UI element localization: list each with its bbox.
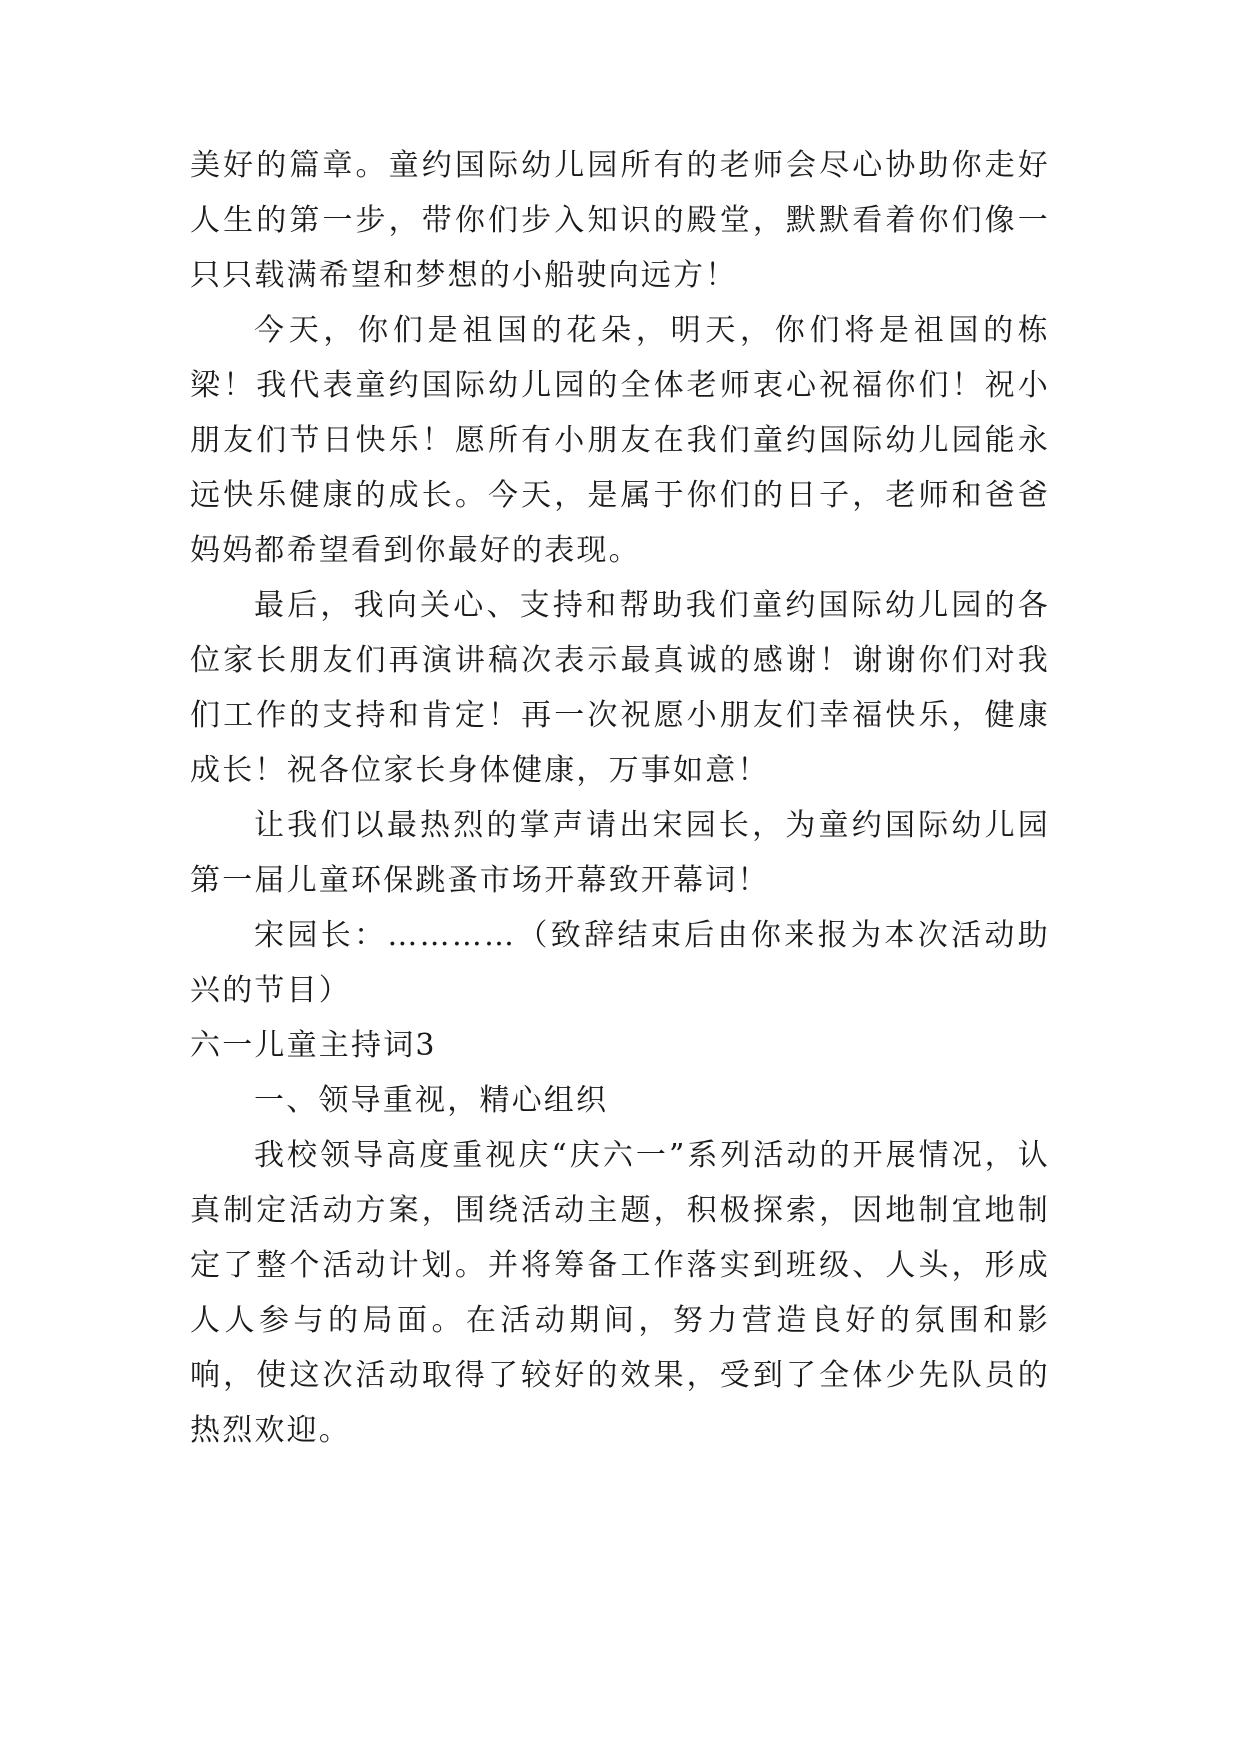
paragraph-principal-speech: 宋园长：…………（致辞结束后由你来报为本次活动助兴的节目） xyxy=(190,918,1050,1008)
paragraph-blessing: 今天，你们是祖国的花朵，明天，你们将是祖国的栋梁！我代表童约国际幼儿园的全体老师衷心祝福你们！祝小朋友们节日快乐！愿所有小朋友在我们童约国际幼儿园能永远快乐健康的成长。今天，是属于你们的日子，老师和爸爸妈妈都希望看到你最好的表现。 xyxy=(190,313,1050,568)
paragraph-continuation: 美好的篇章。童约国际幼儿园所有的老师会尽心协助你走好人生的第一步，带你们步入知识的殿堂，默默看着你们像一只只载满希望和梦想的小船驶向远方！ xyxy=(190,148,1050,293)
section-title: 六一儿童主持词3 xyxy=(190,1028,437,1063)
section-subheading: 一、领导重视，精心组织 xyxy=(254,1083,609,1118)
paragraph-thanks: 最后，我向关心、支持和帮助我们童约国际幼儿园的各位家长朋友们再演讲稿次表示最真诚的感谢！谢谢你们对我们工作的支持和肯定！再一次祝愿小朋友们幸福快乐，健康成长！祝各位家长身体健康，万事如意！ xyxy=(190,588,1050,788)
paragraph-leadership: 我校领导高度重视庆“庆六一”系列活动的开展情况，认真制定活动方案，围绕活动主题，积极探索，因地制宜地制定了整个活动计划。并将筹备工作落实到班级、人头，形成人人参与的局面。在活动期间，努力营造良好的氛围和影响，使这次活动取得了较好的效果，受到了全体少先队员的热烈欢迎。 xyxy=(190,1138,1050,1448)
paragraph-invitation: 让我们以最热烈的掌声请出宋园长，为童约国际幼儿园第一届儿童环保跳蚤市场开幕致开幕词！ xyxy=(190,808,1050,898)
document-body xyxy=(190,138,1050,1458)
